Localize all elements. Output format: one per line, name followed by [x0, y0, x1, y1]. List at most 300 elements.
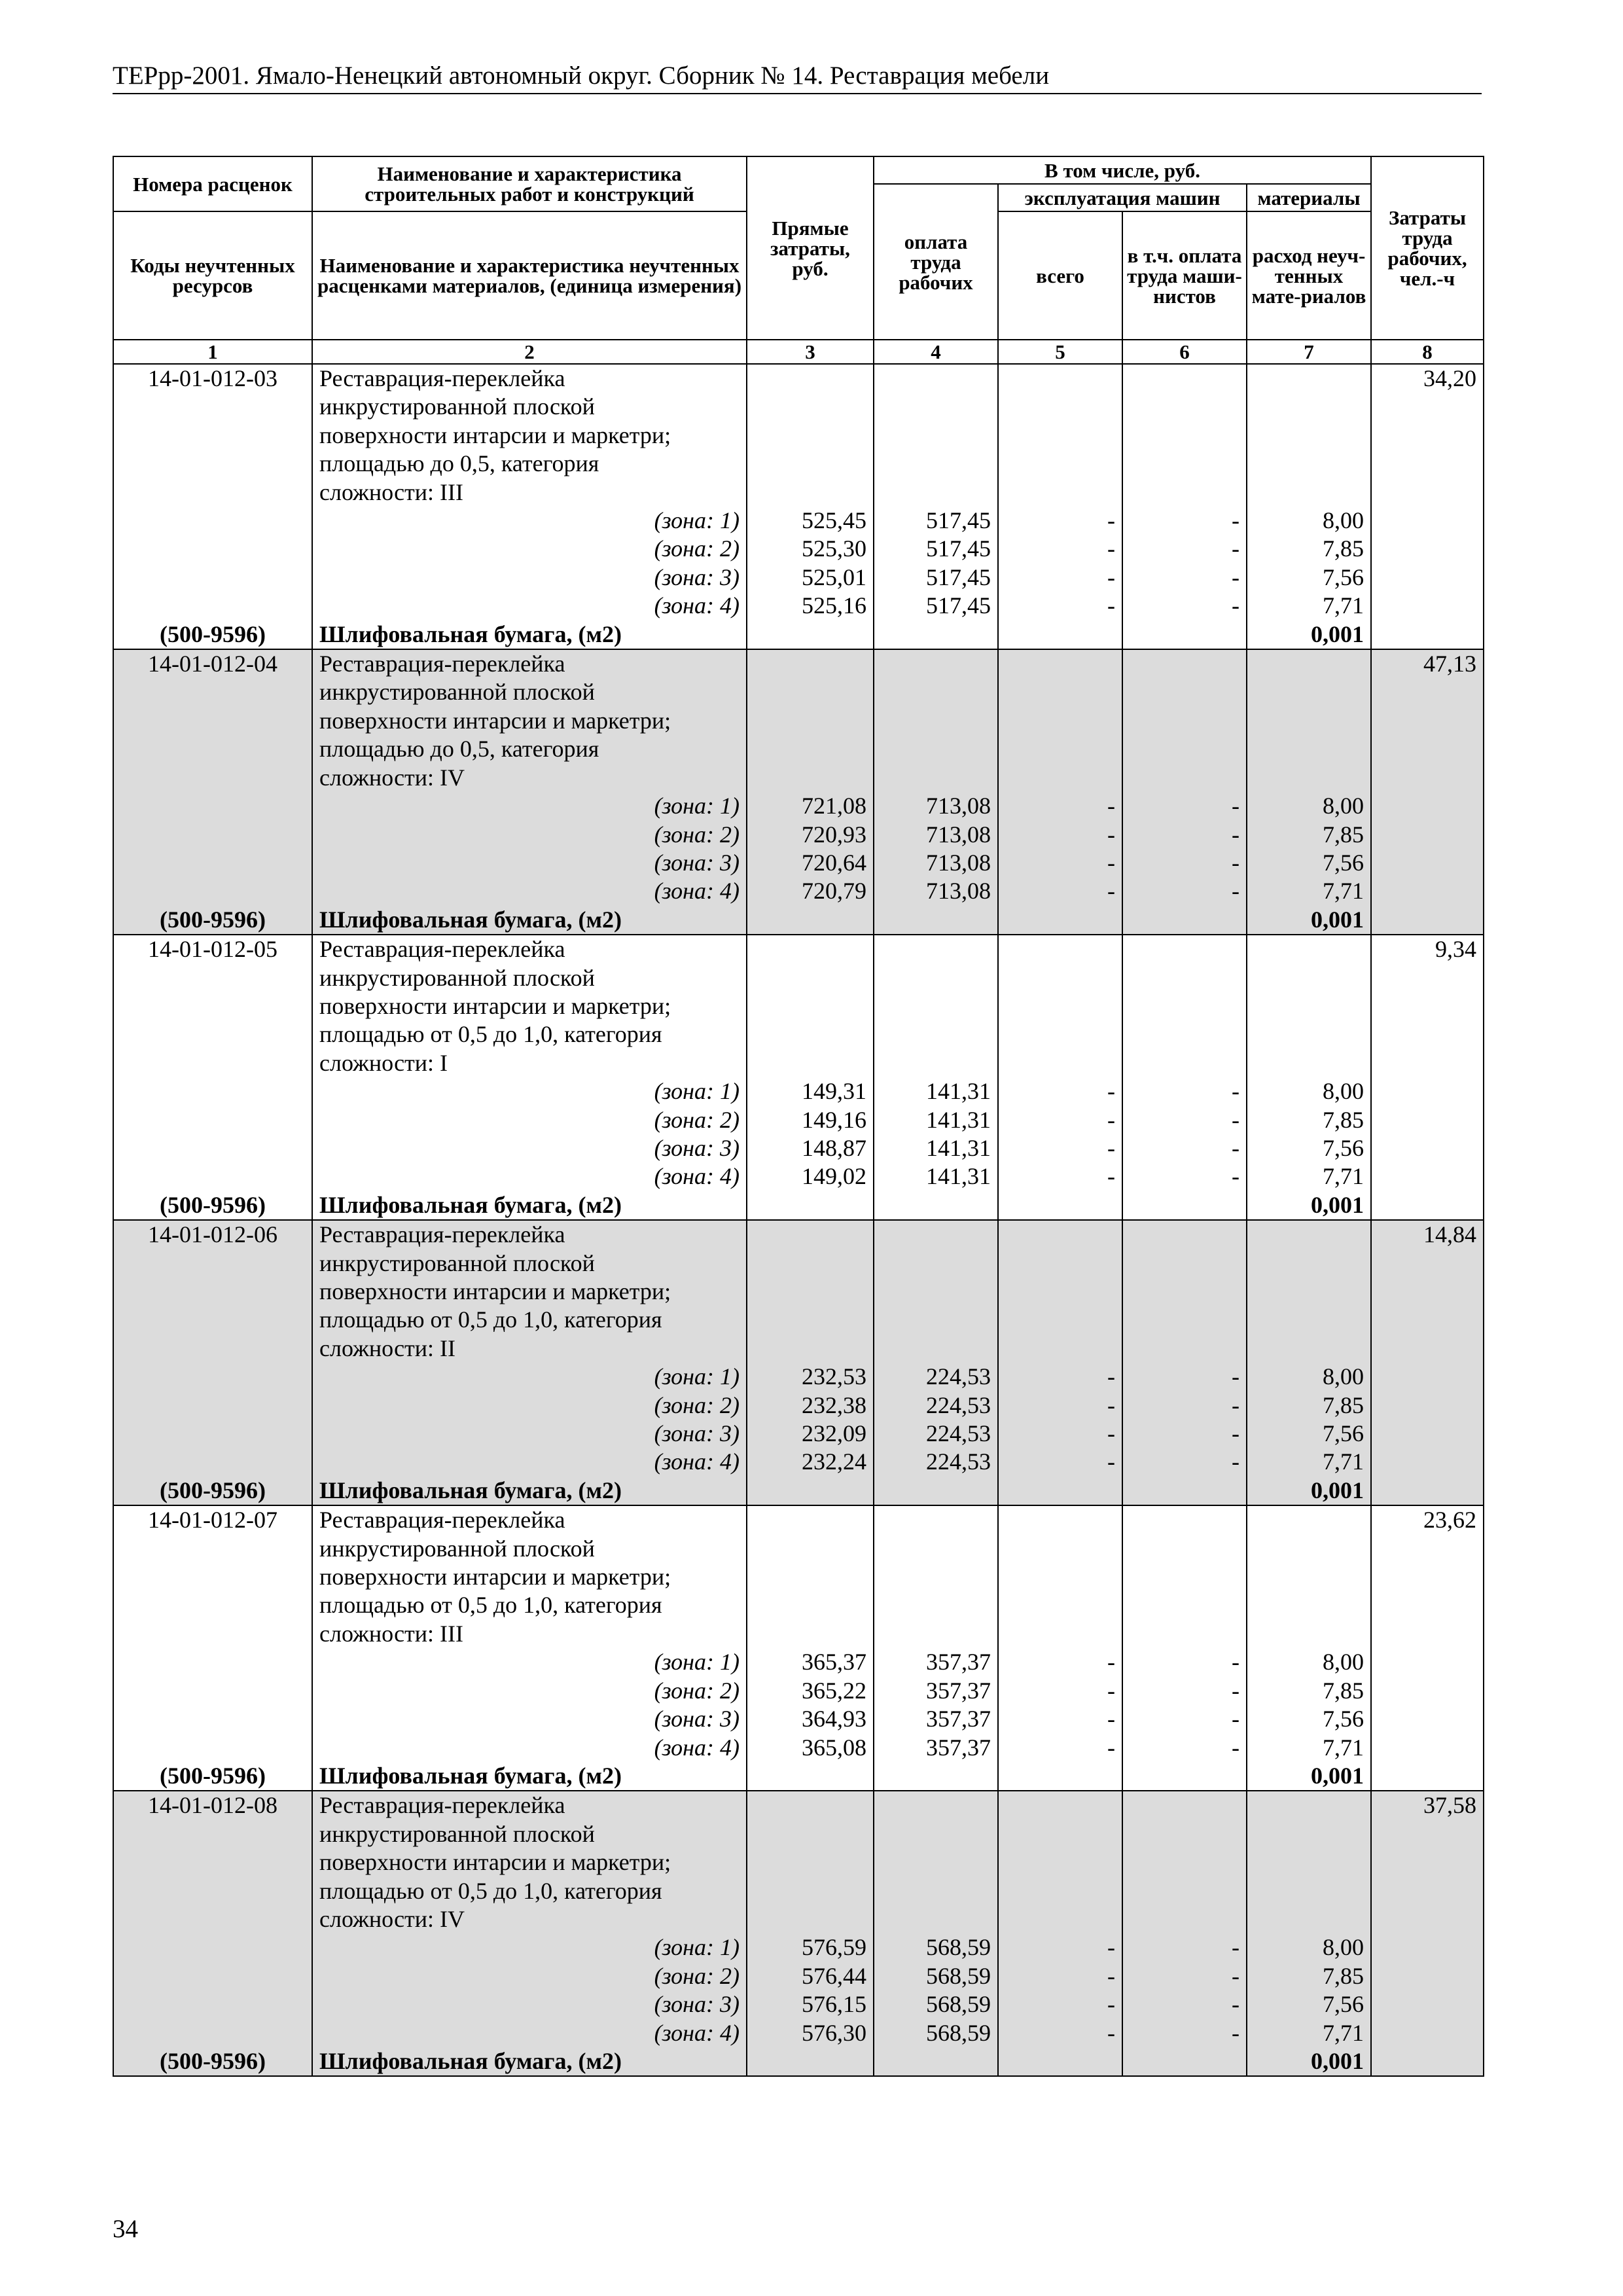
- worker-wages: 141,31: [874, 1134, 998, 1162]
- materials-cost: 7,56: [1247, 1420, 1371, 1448]
- empty-cell: [874, 1335, 998, 1363]
- empty-cell: [998, 450, 1122, 478]
- machinist-wages: -: [1122, 1448, 1247, 1476]
- empty-cell: [1371, 1962, 1484, 1990]
- materials-cost: 8,00: [1247, 1363, 1371, 1391]
- empty-cell: [1122, 478, 1247, 507]
- table-row: [113, 649, 1484, 678]
- resource-code: (500-9596): [113, 620, 312, 649]
- machines-total: -: [998, 1677, 1122, 1705]
- rate-block: [113, 1220, 1484, 1505]
- empty-cell: [1371, 1106, 1484, 1134]
- empty-cell: [1371, 1363, 1484, 1391]
- machinist-wages: -: [1122, 592, 1247, 620]
- rate-block: [113, 364, 1484, 649]
- table-row: [113, 1905, 1484, 1933]
- materials-cost: 7,85: [1247, 535, 1371, 563]
- empty-cell: [113, 1391, 312, 1420]
- zone-row: [113, 849, 1484, 877]
- empty-cell: [874, 364, 998, 393]
- empty-cell: [113, 1049, 312, 1077]
- empty-cell: [113, 764, 312, 792]
- machines-total: -: [998, 1391, 1122, 1420]
- direct-costs: 576,59: [747, 1933, 874, 1962]
- worker-wages: 713,08: [874, 792, 998, 820]
- empty-cell: [747, 1620, 874, 1648]
- empty-cell: [1247, 707, 1371, 735]
- zone-row: [113, 1391, 1484, 1420]
- materials-cost: 7,71: [1247, 2019, 1371, 2047]
- empty-cell: [113, 422, 312, 450]
- empty-cell: [1247, 364, 1371, 393]
- direct-costs: 721,08: [747, 792, 874, 820]
- empty-cell: [1247, 1591, 1371, 1619]
- empty-cell: [113, 992, 312, 1020]
- empty-cell: [113, 1820, 312, 1848]
- empty-cell: [113, 1106, 312, 1134]
- empty-cell: [1371, 1335, 1484, 1363]
- worker-wages: 517,45: [874, 592, 998, 620]
- empty-cell: [1122, 992, 1247, 1020]
- empty-cell: [113, 393, 312, 421]
- empty-cell: [1247, 1249, 1371, 1278]
- resource-quantity: 0,001: [1247, 620, 1371, 649]
- machinist-wages: -: [1122, 1363, 1247, 1391]
- direct-costs: 576,44: [747, 1962, 874, 1990]
- direct-costs: 232,24: [747, 1448, 874, 1476]
- empty-cell: [1371, 422, 1484, 450]
- rate-description-line: площадью от 0,5 до 1,0, категория: [312, 1306, 747, 1334]
- empty-cell: [1371, 1134, 1484, 1162]
- machines-total: -: [998, 1648, 1122, 1676]
- empty-cell: [874, 992, 998, 1020]
- empty-cell: [998, 649, 1122, 678]
- zone-row: [113, 592, 1484, 620]
- resource-name: Шлифовальная бумага, (м2): [312, 1191, 747, 1220]
- direct-costs: 720,93: [747, 821, 874, 849]
- zone-row: [113, 507, 1484, 535]
- empty-cell: [1371, 450, 1484, 478]
- empty-cell: [747, 1848, 874, 1876]
- labor-cost: 23,62: [1371, 1505, 1484, 1534]
- materials-cost: 7,85: [1247, 821, 1371, 849]
- direct-costs: 576,30: [747, 2019, 874, 2047]
- empty-cell: [1371, 906, 1484, 935]
- empty-cell: [998, 707, 1122, 735]
- empty-cell: [1122, 906, 1247, 935]
- rate-description-line: Реставрация-переклейка: [312, 935, 747, 963]
- empty-cell: [998, 1848, 1122, 1876]
- empty-cell: [1371, 1563, 1484, 1591]
- rate-code: 14-01-012-05: [113, 935, 312, 963]
- empty-cell: [1247, 735, 1371, 763]
- rate-description-line: поверхности интарсии и маркетри;: [312, 1563, 747, 1591]
- empty-cell: [113, 1620, 312, 1648]
- empty-cell: [1122, 1191, 1247, 1220]
- worker-wages: 568,59: [874, 1962, 998, 1990]
- empty-cell: [1247, 422, 1371, 450]
- materials-cost: 7,85: [1247, 1106, 1371, 1134]
- header-group: В том числе, руб.: [874, 156, 1371, 184]
- zone-row: [113, 1106, 1484, 1134]
- empty-cell: [1371, 1762, 1484, 1791]
- empty-cell: [874, 620, 998, 649]
- title-rule: [113, 93, 1482, 94]
- machinist-wages: -: [1122, 1162, 1247, 1191]
- empty-cell: [1122, 1563, 1247, 1591]
- worker-wages: 517,45: [874, 507, 998, 535]
- header-col8: Затраты труда рабочих, чел.-ч: [1371, 156, 1484, 340]
- empty-cell: [113, 1077, 312, 1105]
- empty-cell: [1371, 1705, 1484, 1733]
- empty-cell: [747, 1249, 874, 1278]
- empty-cell: [874, 2047, 998, 2076]
- empty-cell: [747, 1335, 874, 1363]
- empty-cell: [1371, 1162, 1484, 1191]
- empty-cell: [113, 1020, 312, 1049]
- zone-row: [113, 1933, 1484, 1962]
- zone-label: (зона: 1): [312, 1933, 747, 1962]
- direct-costs: 148,87: [747, 1134, 874, 1162]
- empty-cell: [1371, 1077, 1484, 1105]
- table-row: [113, 1278, 1484, 1306]
- machines-total: -: [998, 535, 1122, 563]
- table-row: [113, 1563, 1484, 1591]
- empty-cell: [874, 1477, 998, 1505]
- empty-cell: [747, 1905, 874, 1933]
- empty-cell: [998, 422, 1122, 450]
- worker-wages: 224,53: [874, 1391, 998, 1420]
- zone-label: (зона: 4): [312, 592, 747, 620]
- empty-cell: [747, 1505, 874, 1534]
- empty-cell: [113, 1677, 312, 1705]
- page-title: ТЕРрр-2001. Ямало-Ненецкий автономный округ. Сборник № 14. Реставрация мебели: [113, 62, 1050, 90]
- empty-cell: [998, 964, 1122, 992]
- empty-cell: [1371, 1049, 1484, 1077]
- zone-row: [113, 1448, 1484, 1476]
- header-col1-bottom: Коды неучтенных ресурсов: [113, 211, 312, 340]
- empty-cell: [1371, 964, 1484, 992]
- table-row: [113, 1249, 1484, 1278]
- empty-cell: [1371, 1848, 1484, 1876]
- empty-cell: [874, 1591, 998, 1619]
- table-row: [113, 1335, 1484, 1363]
- worker-wages: 713,08: [874, 849, 998, 877]
- empty-cell: [1122, 1220, 1247, 1249]
- materials-cost: 7,71: [1247, 877, 1371, 905]
- table-row: [113, 964, 1484, 992]
- resource-name: Шлифовальная бумага, (м2): [312, 2047, 747, 2076]
- empty-cell: [113, 1877, 312, 1905]
- worker-wages: 568,59: [874, 1933, 998, 1962]
- zone-label: (зона: 4): [312, 1448, 747, 1476]
- empty-cell: [113, 1591, 312, 1619]
- header-col5: всего: [998, 211, 1122, 340]
- empty-cell: [1371, 1477, 1484, 1505]
- materials-cost: 7,71: [1247, 1734, 1371, 1762]
- empty-cell: [1371, 1306, 1484, 1334]
- direct-costs: 232,09: [747, 1420, 874, 1448]
- empty-cell: [998, 478, 1122, 507]
- machines-total: -: [998, 564, 1122, 592]
- empty-cell: [1122, 678, 1247, 706]
- table-row: [113, 1505, 1484, 1534]
- direct-costs: 364,93: [747, 1705, 874, 1733]
- machines-total: -: [998, 849, 1122, 877]
- machines-total: -: [998, 1705, 1122, 1733]
- empty-cell: [1122, 1848, 1247, 1876]
- empty-cell: [874, 964, 998, 992]
- resource-row: [113, 1477, 1484, 1505]
- table-row: [113, 764, 1484, 792]
- worker-wages: 141,31: [874, 1106, 998, 1134]
- empty-cell: [1371, 393, 1484, 421]
- empty-cell: [1247, 1535, 1371, 1563]
- header-col7: расход неуч-тенных мате-риалов: [1247, 211, 1371, 340]
- rate-description-line: поверхности интарсии и маркетри;: [312, 707, 747, 735]
- zone-row: [113, 1677, 1484, 1705]
- empty-cell: [113, 1448, 312, 1476]
- empty-cell: [998, 1049, 1122, 1077]
- empty-cell: [1122, 1535, 1247, 1563]
- worker-wages: 224,53: [874, 1448, 998, 1476]
- zone-row: [113, 564, 1484, 592]
- empty-cell: [874, 735, 998, 763]
- empty-cell: [1122, 1335, 1247, 1363]
- empty-cell: [1247, 1563, 1371, 1591]
- machines-total: -: [998, 1962, 1122, 1990]
- empty-cell: [1371, 2019, 1484, 2047]
- table-row: [113, 707, 1484, 735]
- empty-cell: [113, 450, 312, 478]
- worker-wages: 224,53: [874, 1420, 998, 1448]
- empty-cell: [1122, 1820, 1247, 1848]
- rate-description-line: Реставрация-переклейка: [312, 1220, 747, 1249]
- materials-cost: 7,56: [1247, 849, 1371, 877]
- machinist-wages: -: [1122, 1962, 1247, 1990]
- materials-cost: 7,56: [1247, 1134, 1371, 1162]
- labor-cost: 9,34: [1371, 935, 1484, 963]
- zone-label: (зона: 2): [312, 1962, 747, 1990]
- empty-cell: [874, 1249, 998, 1278]
- empty-cell: [113, 1278, 312, 1306]
- empty-cell: [1122, 450, 1247, 478]
- table-row: [113, 1620, 1484, 1648]
- empty-cell: [113, 1990, 312, 2018]
- empty-cell: [1122, 649, 1247, 678]
- worker-wages: 517,45: [874, 564, 998, 592]
- empty-cell: [998, 1905, 1122, 1933]
- empty-cell: [747, 764, 874, 792]
- machines-total: -: [998, 877, 1122, 905]
- table-row: [113, 1220, 1484, 1249]
- empty-cell: [113, 1134, 312, 1162]
- empty-cell: [1371, 620, 1484, 649]
- empty-cell: [747, 1191, 874, 1220]
- empty-cell: [113, 1335, 312, 1363]
- empty-cell: [874, 478, 998, 507]
- empty-cell: [1247, 1791, 1371, 1820]
- table-row: [113, 678, 1484, 706]
- table-row: [113, 393, 1484, 421]
- materials-cost: 7,85: [1247, 1677, 1371, 1705]
- zone-row: [113, 1420, 1484, 1448]
- labor-cost: 14,84: [1371, 1220, 1484, 1249]
- empty-cell: [1122, 364, 1247, 393]
- empty-cell: [747, 1306, 874, 1334]
- empty-cell: [113, 1306, 312, 1334]
- machines-total: -: [998, 1990, 1122, 2018]
- empty-cell: [874, 1905, 998, 1933]
- empty-cell: [998, 1563, 1122, 1591]
- direct-costs: 365,37: [747, 1648, 874, 1676]
- empty-cell: [1371, 1677, 1484, 1705]
- empty-cell: [747, 450, 874, 478]
- empty-cell: [1122, 1249, 1247, 1278]
- machines-total: -: [998, 2019, 1122, 2047]
- empty-cell: [998, 620, 1122, 649]
- table-row: [113, 478, 1484, 507]
- machinist-wages: -: [1122, 1705, 1247, 1733]
- zone-row: [113, 1648, 1484, 1676]
- empty-cell: [874, 1191, 998, 1220]
- empty-cell: [113, 1905, 312, 1933]
- column-number: 8: [1371, 340, 1484, 364]
- table-row: [113, 735, 1484, 763]
- empty-cell: [874, 1306, 998, 1334]
- empty-cell: [1122, 2047, 1247, 2076]
- empty-cell: [1122, 1505, 1247, 1534]
- empty-cell: [113, 849, 312, 877]
- zone-label: (зона: 4): [312, 1162, 747, 1191]
- column-number: 6: [1122, 340, 1247, 364]
- empty-cell: [1247, 764, 1371, 792]
- materials-cost: 8,00: [1247, 1648, 1371, 1676]
- worker-wages: 517,45: [874, 535, 998, 563]
- rate-block: [113, 649, 1484, 935]
- empty-cell: [113, 1648, 312, 1676]
- machinist-wages: -: [1122, 1677, 1247, 1705]
- resource-name: Шлифовальная бумага, (м2): [312, 620, 747, 649]
- materials-cost: 7,85: [1247, 1391, 1371, 1420]
- rate-description-line: инкрустированной плоской: [312, 678, 747, 706]
- rate-code: 14-01-012-08: [113, 1791, 312, 1820]
- materials-cost: 8,00: [1247, 792, 1371, 820]
- resource-row: [113, 2047, 1484, 2076]
- rate-code: 14-01-012-07: [113, 1505, 312, 1534]
- empty-cell: [1247, 964, 1371, 992]
- empty-cell: [1247, 935, 1371, 963]
- machines-total: -: [998, 1134, 1122, 1162]
- empty-cell: [1247, 1620, 1371, 1648]
- empty-cell: [1371, 877, 1484, 905]
- empty-cell: [113, 1705, 312, 1733]
- zone-row: [113, 1363, 1484, 1391]
- empty-cell: [874, 649, 998, 678]
- empty-cell: [1371, 1877, 1484, 1905]
- machinist-wages: -: [1122, 821, 1247, 849]
- resource-name: Шлифовальная бумага, (м2): [312, 1762, 747, 1791]
- machines-total: -: [998, 1162, 1122, 1191]
- labor-cost: 34,20: [1371, 364, 1484, 393]
- machinist-wages: -: [1122, 1648, 1247, 1676]
- empty-cell: [1371, 1420, 1484, 1448]
- worker-wages: 357,37: [874, 1705, 998, 1733]
- materials-cost: 7,56: [1247, 564, 1371, 592]
- header-col6: в т.ч. оплата труда маши-нистов: [1122, 211, 1247, 340]
- empty-cell: [113, 1535, 312, 1563]
- materials-cost: 7,71: [1247, 1448, 1371, 1476]
- empty-cell: [1371, 1990, 1484, 2018]
- direct-costs: 576,15: [747, 1990, 874, 2018]
- empty-cell: [874, 906, 998, 935]
- empty-cell: [874, 1049, 998, 1077]
- zone-row: [113, 877, 1484, 905]
- empty-cell: [747, 422, 874, 450]
- empty-cell: [747, 364, 874, 393]
- table-row: [113, 1820, 1484, 1848]
- empty-cell: [874, 1278, 998, 1306]
- empty-cell: [113, 792, 312, 820]
- rate-description-line: сложности: II: [312, 1335, 747, 1363]
- materials-cost: 8,00: [1247, 1077, 1371, 1105]
- empty-cell: [1371, 1734, 1484, 1762]
- empty-cell: [1247, 1020, 1371, 1049]
- empty-cell: [747, 992, 874, 1020]
- empty-cell: [1247, 1278, 1371, 1306]
- empty-cell: [1247, 649, 1371, 678]
- direct-costs: 149,31: [747, 1077, 874, 1105]
- empty-cell: [998, 906, 1122, 935]
- direct-costs: 365,22: [747, 1677, 874, 1705]
- empty-cell: [998, 1335, 1122, 1363]
- empty-cell: [1122, 764, 1247, 792]
- machinist-wages: -: [1122, 507, 1247, 535]
- empty-cell: [747, 1791, 874, 1820]
- header-machines: эксплуатация машин: [998, 184, 1247, 211]
- empty-cell: [113, 1420, 312, 1448]
- direct-costs: 720,79: [747, 877, 874, 905]
- empty-cell: [1247, 1306, 1371, 1334]
- zone-row: [113, 1077, 1484, 1105]
- empty-cell: [874, 1791, 998, 1820]
- zone-row: [113, 1134, 1484, 1162]
- empty-cell: [747, 1563, 874, 1591]
- machines-total: -: [998, 821, 1122, 849]
- rate-description-line: площадью до 0,5, категория: [312, 450, 747, 478]
- resource-quantity: 0,001: [1247, 1477, 1371, 1505]
- empty-cell: [998, 1591, 1122, 1619]
- empty-cell: [1371, 1648, 1484, 1676]
- header-col4: оплата труда рабочих: [874, 184, 998, 340]
- table-row: [113, 1049, 1484, 1077]
- machines-total: -: [998, 1734, 1122, 1762]
- empty-cell: [998, 1020, 1122, 1049]
- empty-cell: [1371, 478, 1484, 507]
- empty-cell: [1371, 1020, 1484, 1049]
- empty-cell: [1371, 1191, 1484, 1220]
- machinist-wages: -: [1122, 2019, 1247, 2047]
- empty-cell: [998, 1535, 1122, 1563]
- zone-label: (зона: 2): [312, 821, 747, 849]
- empty-cell: [113, 507, 312, 535]
- empty-cell: [998, 1791, 1122, 1820]
- empty-cell: [1122, 1278, 1247, 1306]
- empty-cell: [747, 478, 874, 507]
- empty-cell: [1122, 1791, 1247, 1820]
- empty-cell: [1371, 564, 1484, 592]
- machinist-wages: -: [1122, 1391, 1247, 1420]
